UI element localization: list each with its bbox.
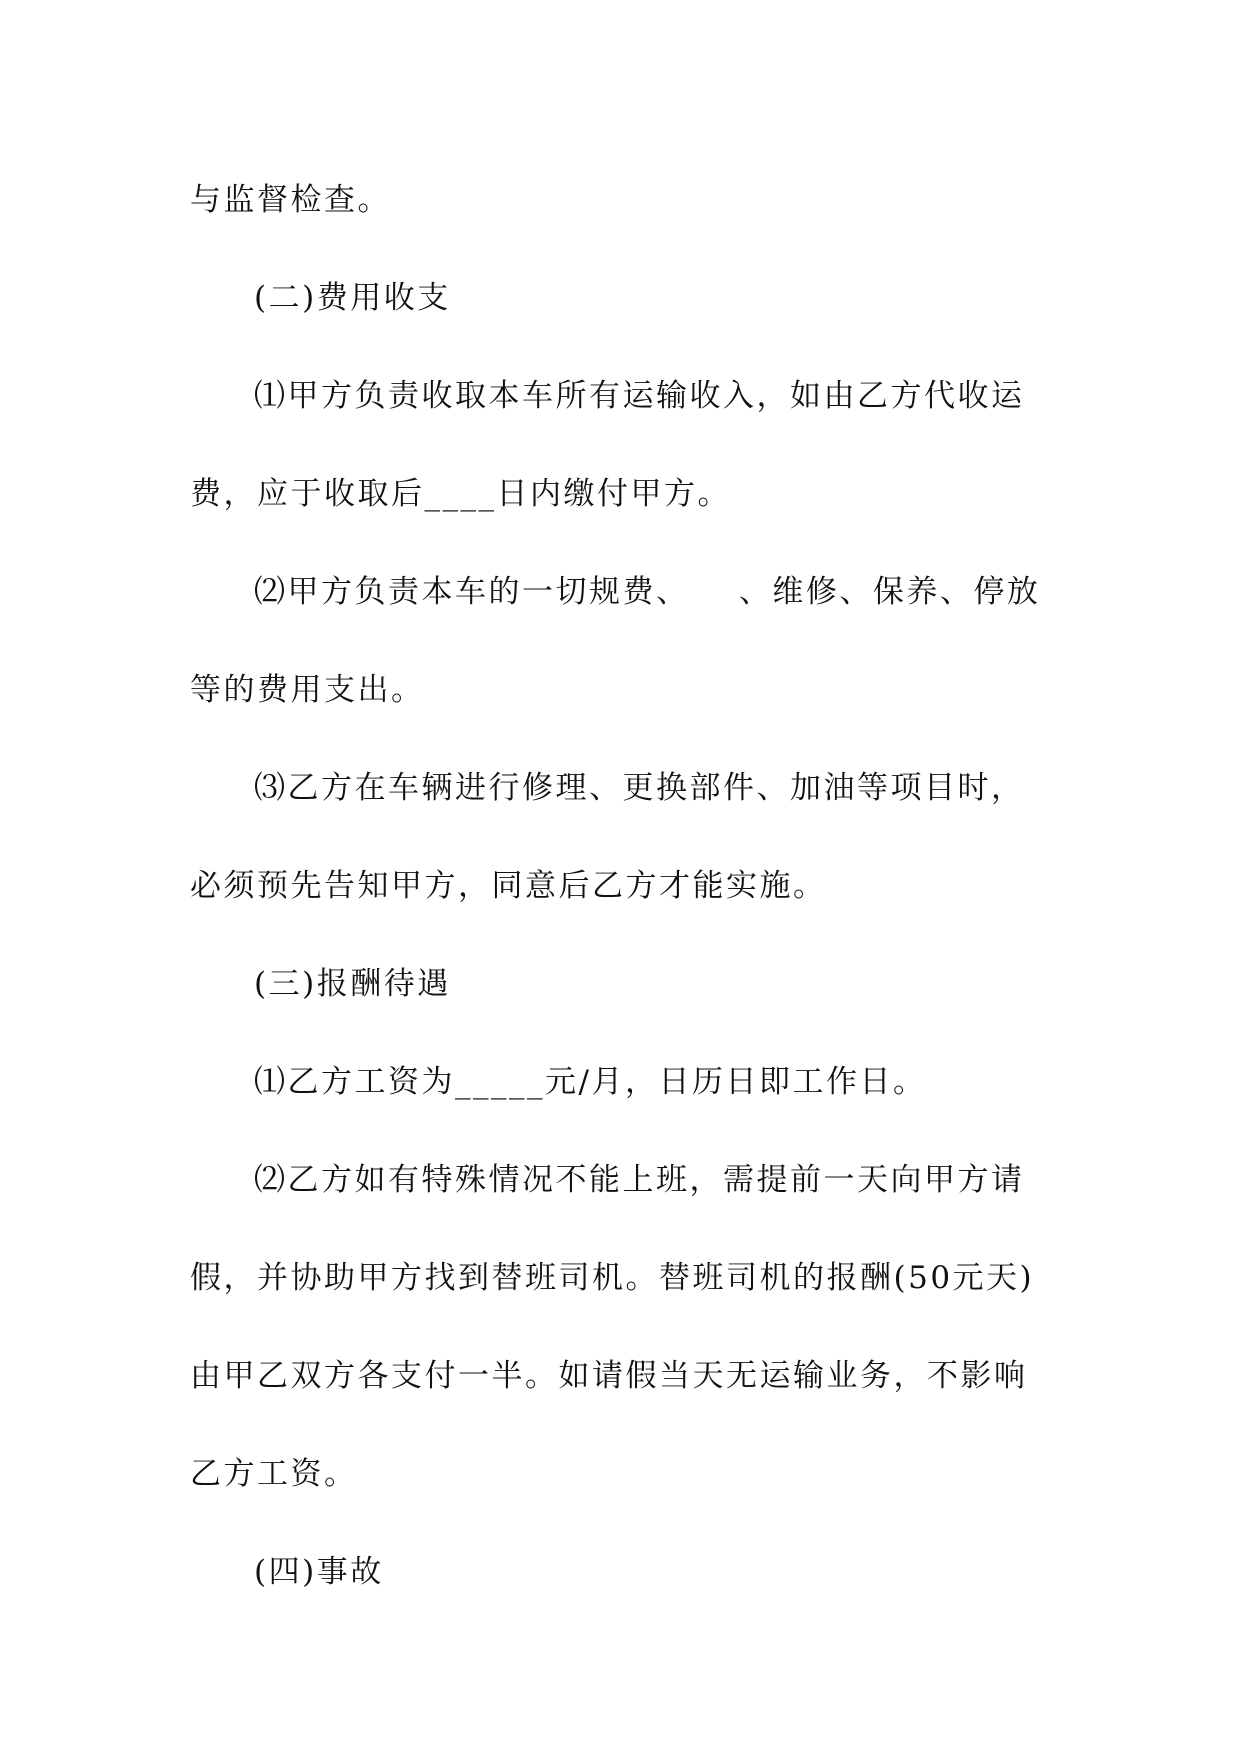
paragraph-line: 假，并协助甲方找到替班司机。替班司机的报酬(50元天) (190, 1260, 1035, 1296)
paragraph-line: 乙方工资。 (190, 1456, 358, 1492)
paragraph-line: 必须预先告知甲方，同意后乙方才能实施。 (190, 868, 827, 904)
paragraph-line: 等的费用支出。 (190, 672, 425, 708)
paragraph-line: ⑴甲方负责收取本车所有运输收入，如由乙方代收运 (254, 378, 1025, 414)
paragraph-line: 与监督检查。 (190, 182, 391, 218)
section-heading-accident: (四)事故 (254, 1554, 384, 1590)
paragraph-line: 由甲乙双方各支付一半。如请假当天无运输业务，不影响 (190, 1358, 1028, 1394)
paragraph-line: ⑴乙方工资为_____元/月，日历日即工作日。 (254, 1064, 927, 1100)
section-heading-fees: (二)费用收支 (254, 280, 451, 316)
section-heading-pay: (三)报酬待遇 (254, 966, 451, 1002)
paragraph-line: ⑵乙方如有特殊情况不能上班，需提前一天向甲方请 (254, 1162, 1025, 1198)
paragraph-line: 费，应于收取后____日内缴付甲方。 (190, 476, 731, 512)
paragraph-line: ⑶乙方在车辆进行修理、更换部件、加油等项目时， (254, 770, 1025, 806)
paragraph-line: ⑵甲方负责本车的一切规费、 、维修、保养、停放 (254, 574, 1041, 610)
